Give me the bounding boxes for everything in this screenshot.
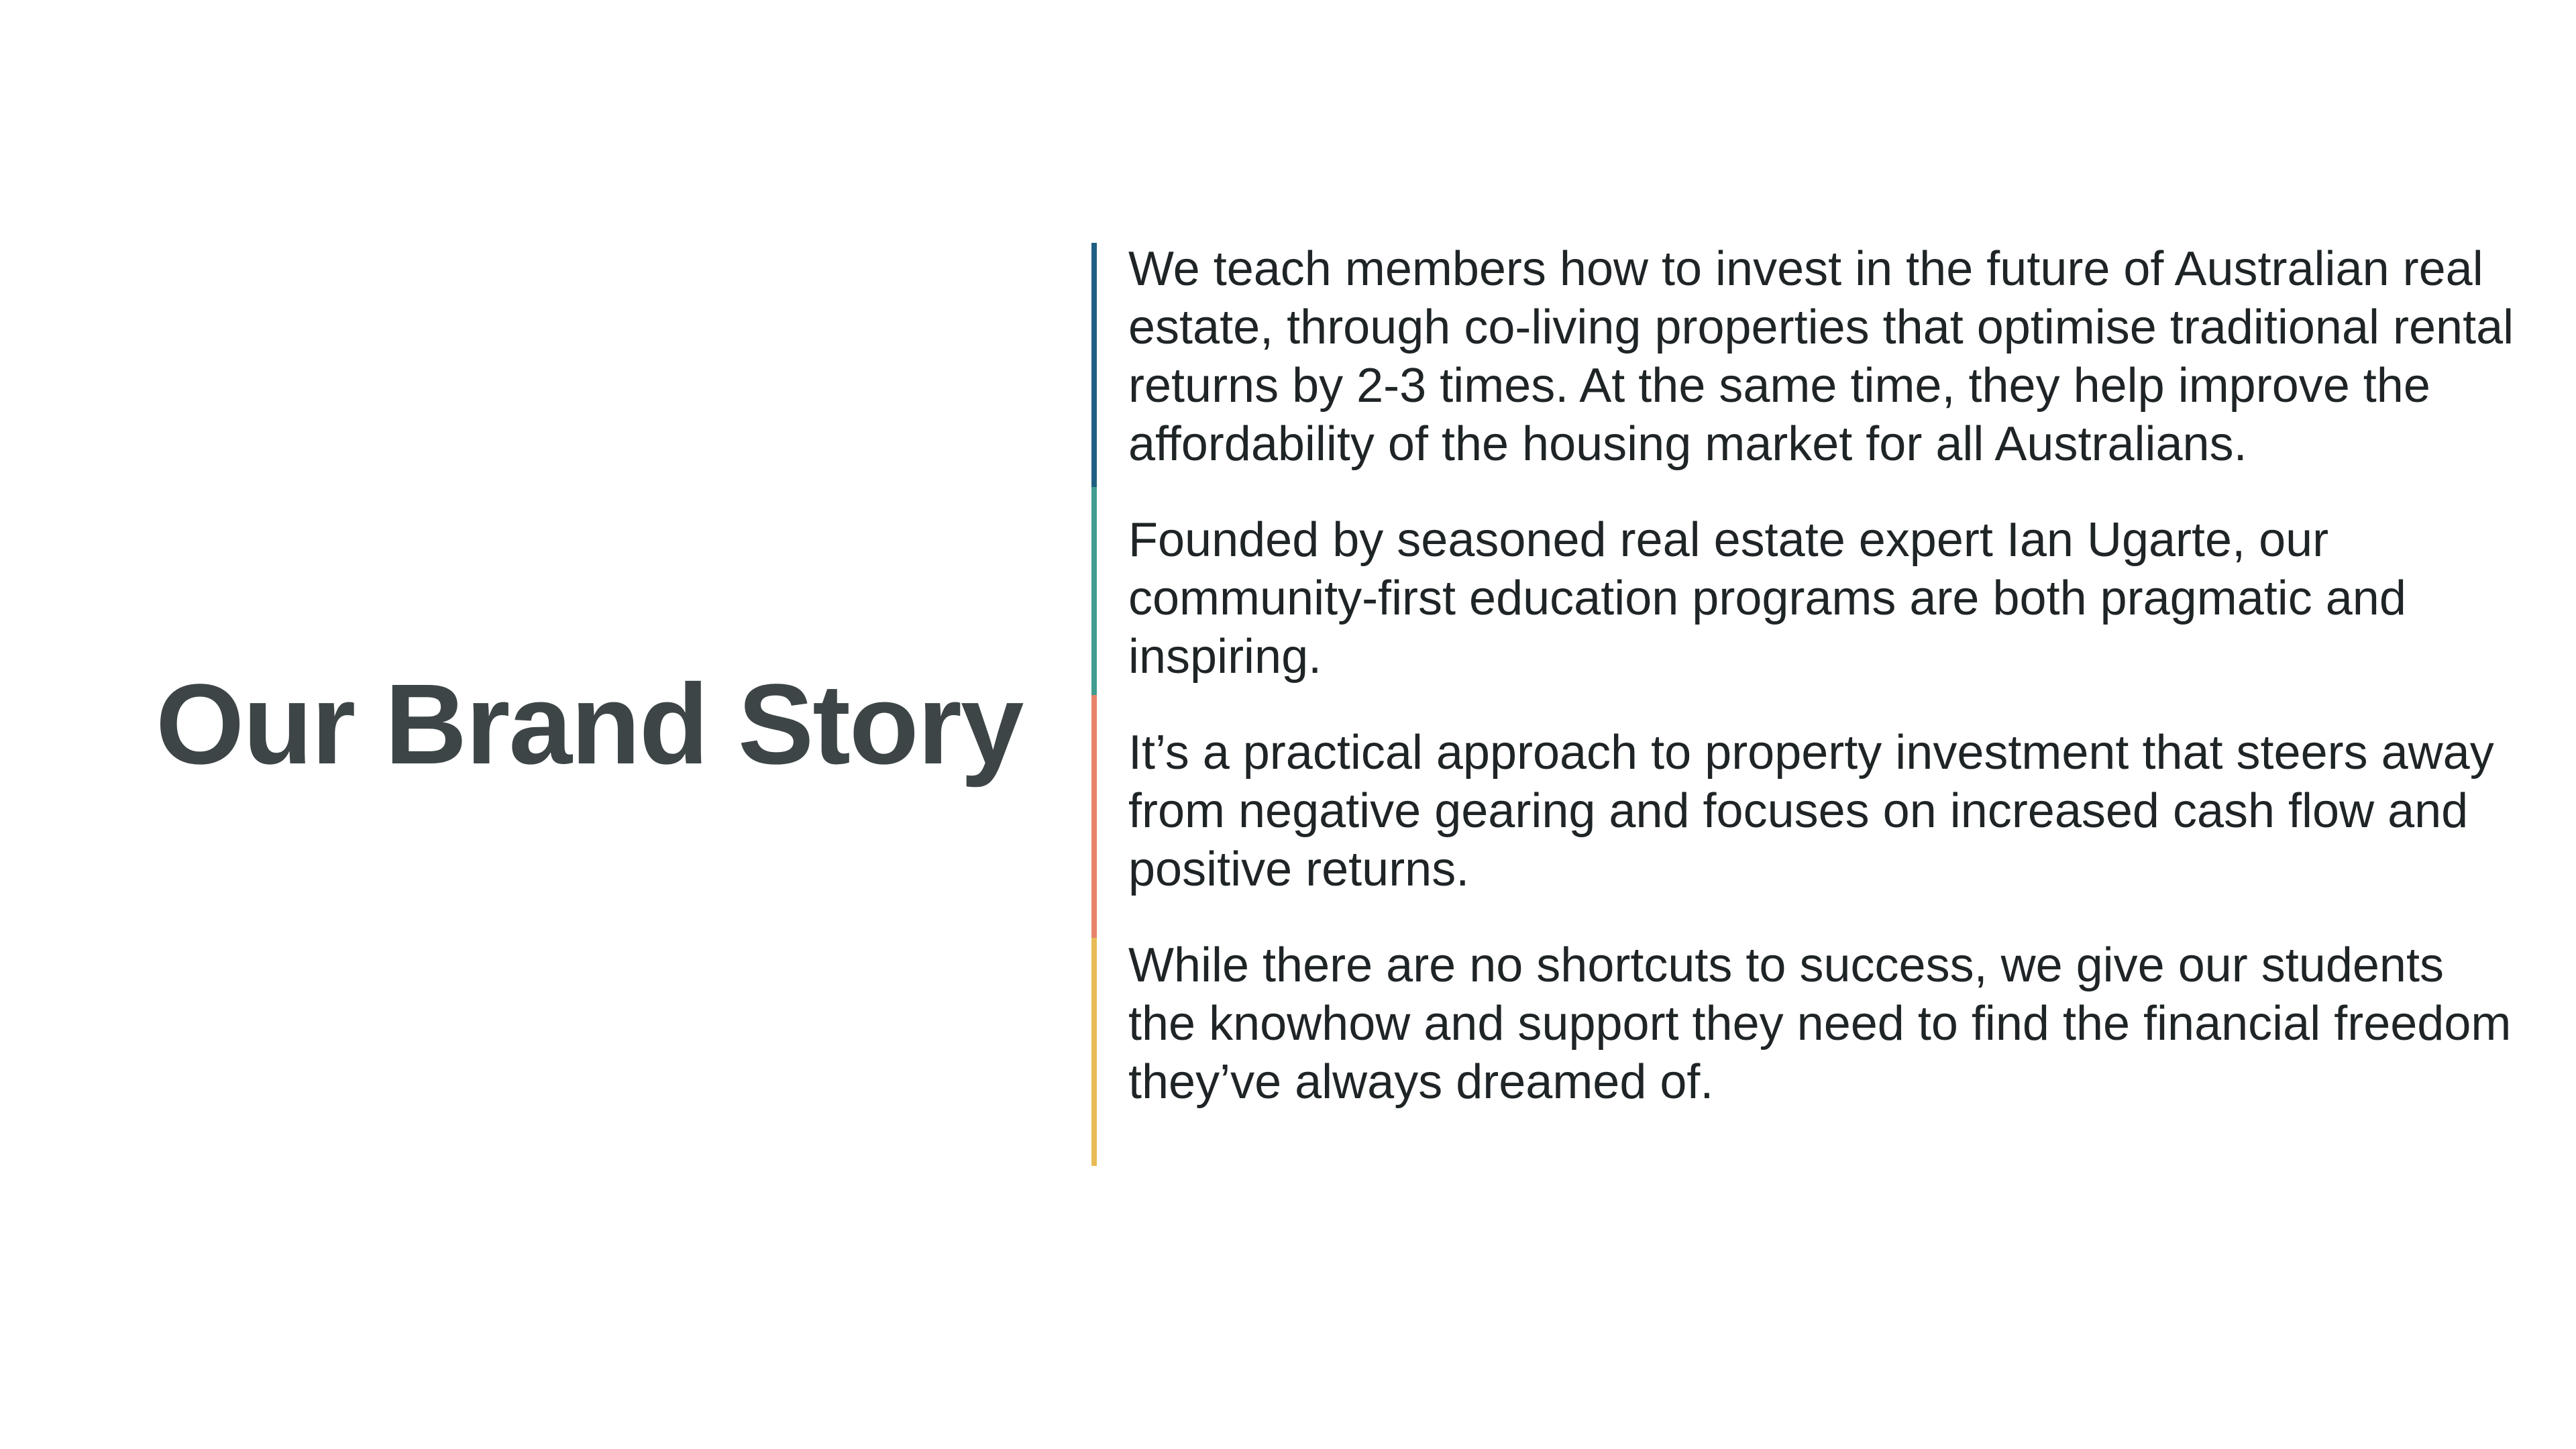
accent-bar-yellow (1091, 938, 1097, 1166)
brand-story-body (1128, 240, 2524, 1112)
paragraph-promise: While there are no shortcuts to success, we give our students the knowhow and support they need to find the financial freedom they’ve always dreamed of. (1128, 938, 2512, 1109)
accent-bar-blue (1091, 243, 1097, 487)
paragraph-mission: We teach members how to invest in the future of Australian real estate, through co-living properties that optimise traditional rental returns by 2-3 times. At the same time, they help improve the affordability of the housing market for all Australians. (1128, 242, 2514, 471)
paragraph-founder: Founded by seasoned real estate expert Ian Ugarte, our community-first education programs are both pragmatic and inspiring. (1128, 513, 2406, 684)
accent-bar-teal (1091, 487, 1097, 695)
paragraph-approach: It’s a practical approach to property investment that steers away from negative gearing and focuses on increased cash flow and positive returns. (1128, 726, 2494, 896)
accent-bar-coral (1091, 695, 1097, 938)
page-title: Our Brand Story (156, 661, 1023, 788)
